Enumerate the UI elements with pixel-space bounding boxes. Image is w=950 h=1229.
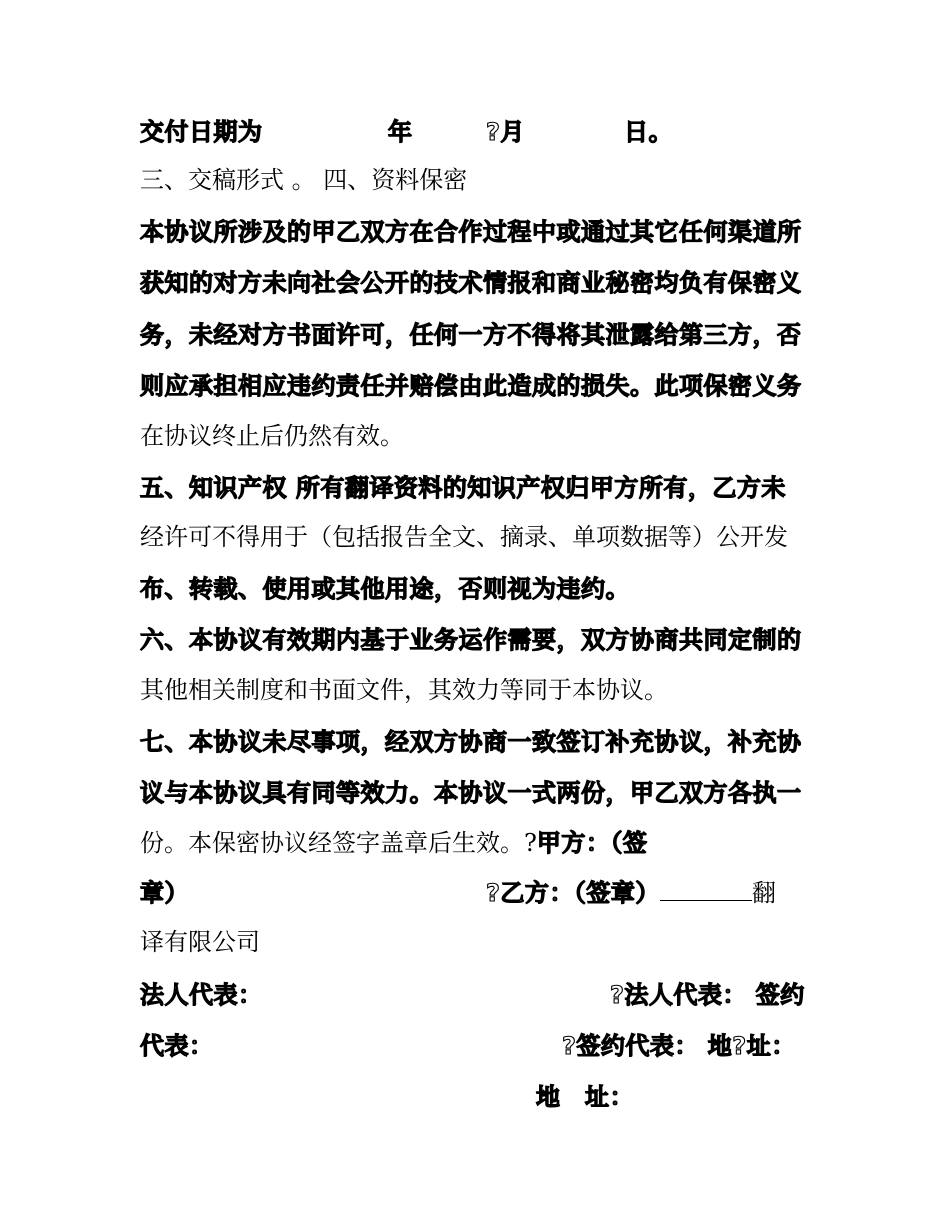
legal-rep-left: 法人代表： [140,981,263,1009]
seven-line-2: 议与本协议具有同等效力。本协议一式两份，甲乙双方各执一 [140,779,802,807]
day-label: 日。 [624,118,673,146]
signing-agent-left: 代表： [140,1032,214,1060]
month-label: ?月 [486,118,525,146]
effective-statement: 份。本保密协议经签字盖章后生效。? [140,829,537,857]
company-name-prefix: 翻 [751,879,776,907]
ip-line-3: 布、转载、使用或其他用途，否则视为违约。 [140,575,630,603]
ip-line-2: 经许可不得用于（包括报告全文、摘录、单项数据等）公开发 [140,523,788,551]
confidential-line-3: 务，未经对方书面许可，任何一方不得将其泄露给第三方，否 [140,321,802,349]
confidential-line-4: 则应承担相应违约责任并赔偿由此造成的损失。此项保密义务 [140,372,802,400]
party-b-sign [486,877,776,909]
confidential-line-2: 获知的对方未向社会公开的技术情报和商业秘密均负有保密义 [140,269,802,297]
party-b-sign-label: ?乙方：（签章） [486,879,660,907]
section-three-four-heading: 三、交稿形式 。 四、资料保密 [140,166,468,194]
seven-line-3 [140,827,820,859]
confidential-tail: 在协议终止后仍然有效。 [140,422,404,450]
company-name-line: 译有限公司 [140,928,260,956]
year-label: 年 [388,118,413,146]
signing-agent-right: ?签约代表： 地?址： [562,1032,796,1060]
delivery-date-label: 交付日期为 [140,118,263,146]
seven-line-1: 七、本协议未尽事项，经双方协商一致签订补充协议，补充协 [140,728,802,756]
company-name-blank [660,878,752,901]
confidential-line-1: 本协议所涉及的甲乙双方在合作过程中或通过其它任何渠道所 [140,218,802,246]
six-line-2: 其他相关制度和书面文件，其效力等同于本协议。 [140,676,668,704]
six-line-1: 六、本协议有效期内基于业务运作需要，双方协商共同定制的 [140,626,802,654]
address-label: 地 址： [536,1083,634,1111]
party-a-sign-label: 甲方：（签 [536,829,648,857]
seal-label: 章） [140,879,189,907]
ip-line-1: 五、知识产权 所有翻译资料的知识产权归甲方所有，乙方未 [140,474,786,502]
legal-rep-right: ?法人代表： 签约 [610,981,805,1009]
